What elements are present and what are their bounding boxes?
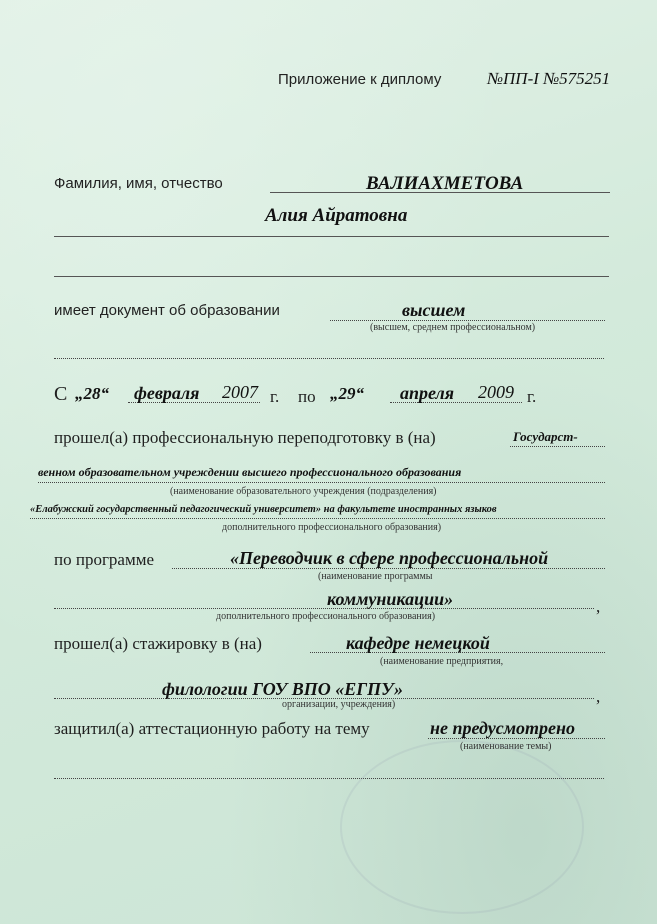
internship-value-1: кафедре немецкой [346, 633, 490, 653]
diploma-number: №ПП-I №575251 [487, 69, 611, 88]
retraining-line-3 [30, 518, 605, 519]
internship-comma: , [596, 687, 601, 706]
period-g2: г. [527, 387, 537, 406]
retraining-line-1 [510, 446, 605, 447]
thesis-value: не предусмотрено [430, 718, 576, 738]
retraining-hint-2: дополнительного профессионального образования) [222, 522, 442, 533]
period-g1: г. [270, 387, 280, 406]
retraining-line-2 [38, 482, 605, 483]
fio-label: Фамилия, имя, отчество [54, 175, 223, 192]
program-line-2 [54, 608, 594, 609]
program-line-1 [172, 568, 605, 569]
period-po: по [298, 387, 316, 406]
fio-surname: ВАЛИАХМЕТОВА [366, 173, 524, 194]
thesis-hint: (наименование темы) [460, 741, 552, 752]
fio-line-2 [54, 236, 609, 237]
internship-hint-2: организации, учреждения) [282, 699, 396, 710]
retraining-label: прошел(а) профессиональную переподготовку в (на) [54, 428, 436, 447]
thesis-line-1 [428, 738, 605, 739]
faded-stamp-mark [340, 740, 584, 914]
retraining-hint-1: (наименование образовательного учреждения (подразделения) [170, 486, 437, 497]
education-hint: (высшем, среднем профессиональном) [370, 322, 536, 333]
education-line-2 [54, 358, 604, 359]
retraining-value-3: «Елабужский государственный педагогический университет» на факультете иностранных языков [30, 504, 497, 515]
retraining-value-1: Государст- [513, 429, 578, 444]
retraining-value-2: венном образовательном учреждении высшего профессионального образования [38, 465, 462, 479]
period-from-day: „28“ [75, 384, 109, 403]
program-label: по программе [54, 550, 155, 569]
program-value-2: коммуникации» [327, 589, 454, 609]
program-hint-1: (наименование программы [318, 571, 433, 582]
education-value: высшем [402, 300, 466, 320]
program-hint-2: дополнительного профессионального образования) [216, 611, 436, 622]
education-line [330, 320, 605, 321]
thesis-label: защитил(а) аттестационную работу на тему [54, 719, 370, 738]
fio-name: Алия Айратовна [265, 205, 408, 226]
internship-label: прошел(а) стажировку в (на) [54, 634, 262, 653]
program-value-1: «Переводчик в сфере профессиональной [230, 548, 549, 568]
period-from-month: февраля [134, 383, 200, 403]
internship-hint-1: (наименование предприятия, [380, 656, 504, 667]
education-label: имеет документ об образовании [54, 302, 280, 319]
internship-value-2: филологии ГОУ ВПО «ЕГПУ» [162, 679, 404, 699]
document-title: Приложение к диплому [278, 71, 442, 88]
period-to-day: „29“ [330, 384, 364, 403]
fio-line-3 [54, 276, 609, 277]
period-to-year: 2009 [478, 382, 514, 402]
period-to-month: апреля [400, 383, 455, 403]
period-from-year: 2007 [222, 382, 258, 402]
program-comma: , [596, 597, 601, 616]
period-prefix: С [54, 383, 68, 405]
